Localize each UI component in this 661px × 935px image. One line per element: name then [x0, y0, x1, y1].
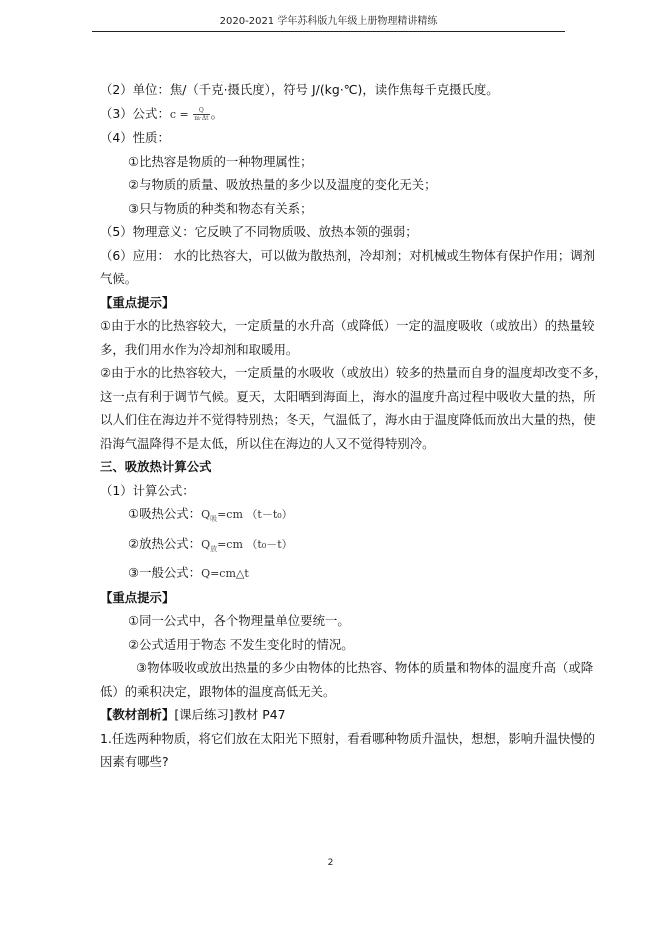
tip-paragraph-line: ②由于水的比热容较大，一定质量的水吸收（或放出）较多的热量而自身的温度却改变不多，: [100, 365, 607, 380]
formula-denominator: m·Δt: [194, 114, 209, 122]
application-line-2: 气候。: [100, 271, 138, 286]
calc-expression: Q=cm△t: [201, 567, 249, 580]
tip-paragraph-line: 多，我们用水作为冷却剂和取暖用。: [100, 341, 299, 357]
calc-label: ②放热公式：: [128, 535, 202, 551]
calc-title: （1）计算公式：: [100, 482, 195, 498]
application-line-1: （6）应用： 水的比热容大，可以做为散热剂，冷却剂；对机械或生物体有保护作用；调剂: [100, 247, 596, 263]
question-1-line-2: 因素有哪些?: [100, 754, 169, 769]
calc-label: ①吸热公式：: [128, 506, 202, 521]
textbook-analysis-heading: 【教材剖析】: [100, 707, 175, 722]
calc-formula-release: [100, 532, 570, 562]
calc-q: Q: [201, 508, 211, 521]
document-body: [100, 78, 607, 774]
property-title: （4）性质：: [100, 130, 170, 145]
calc-q: Q: [201, 537, 211, 551]
textbook-analysis-line: [100, 703, 570, 727]
unit-line: （2）单位：焦/（千克·摄氏度），符号 J/(kg·℃)，读作焦每千克摄氏度。: [100, 82, 499, 97]
formula-c: c =: [169, 107, 193, 121]
calc-label: ③一般公式：: [128, 565, 202, 580]
property-item-1: ①比热容是物质的一种物理属性；: [128, 153, 313, 169]
section-heading-3: 三、吸放热计算公式: [100, 459, 212, 474]
key-tip-heading-2: 【重点提示】: [100, 589, 175, 605]
textbook-reference: [课后练习]教材 P47: [174, 707, 286, 722]
property-item-3: ③只与物质的种类和物态有关系；: [128, 200, 313, 216]
tip2-item-2: ②公式适用于物态 不发生变化时的情况。: [128, 636, 354, 652]
formula-end: 。: [210, 105, 223, 121]
tip2-item-3: ③物体吸收或放出热量的多少由物体的比热容、物体的质量和物体的温度升高（或降: [136, 660, 594, 675]
page-header: 2020-2021 学年苏科版九年级上册物理精讲精练: [92, 12, 565, 32]
tip-paragraph-line: ①由于水的比热容较大，一定质量的水升高（或降低）一定的温度吸收（或放出）的热量较: [100, 318, 595, 333]
key-tip-heading-1: 【重点提示】: [100, 294, 175, 310]
tip2-item-1: ①同一公式中，各个物理量单位要统一。: [128, 613, 350, 628]
meaning-line: （5）物理意义：它反映了不同物质吸、放热本领的强弱；: [100, 224, 418, 239]
calc-subscript: 放: [210, 544, 218, 553]
formula-label: （3）公式：: [100, 105, 170, 121]
calc-expression: =cm （t－t₀）: [217, 508, 293, 521]
tip-paragraph-line: 这一点有利于调节气候。夏天，太阳晒到海面上，海水的温度升高过程中吸收大量的热，所: [100, 388, 596, 404]
formula-numerator: Q: [193, 107, 209, 115]
tip2-item-3-cont: 低）的乘积决定，跟物体的温度高低无关。: [100, 683, 336, 699]
property-item-2: ②与物质的质量、吸放热量的多少以及温度的变化无关；: [128, 177, 437, 192]
tip-paragraph-line: 以人们住在海边并不觉得特别热；冬天，气温低了，海水由于温度降低而放出大量的热，使: [100, 412, 596, 427]
formula-line: [100, 102, 570, 127]
tip-paragraph-line: 沿海气温降得不是太低，所以住在海边的人又不觉得特别冷。: [100, 435, 435, 451]
page-number: 2: [327, 858, 334, 868]
calc-formula-absorb: [100, 502, 570, 532]
calc-subscript: 吸: [210, 515, 218, 523]
question-1-line-1: 1.任选两种物质，将它们放在太阳光下照射，看看哪种物质升温快，想想，影响升温快慢的: [100, 730, 596, 746]
calc-expression: =cm （t₀－t）: [217, 537, 293, 551]
formula-fraction: [193, 107, 209, 122]
calc-formula-general: [100, 561, 570, 586]
